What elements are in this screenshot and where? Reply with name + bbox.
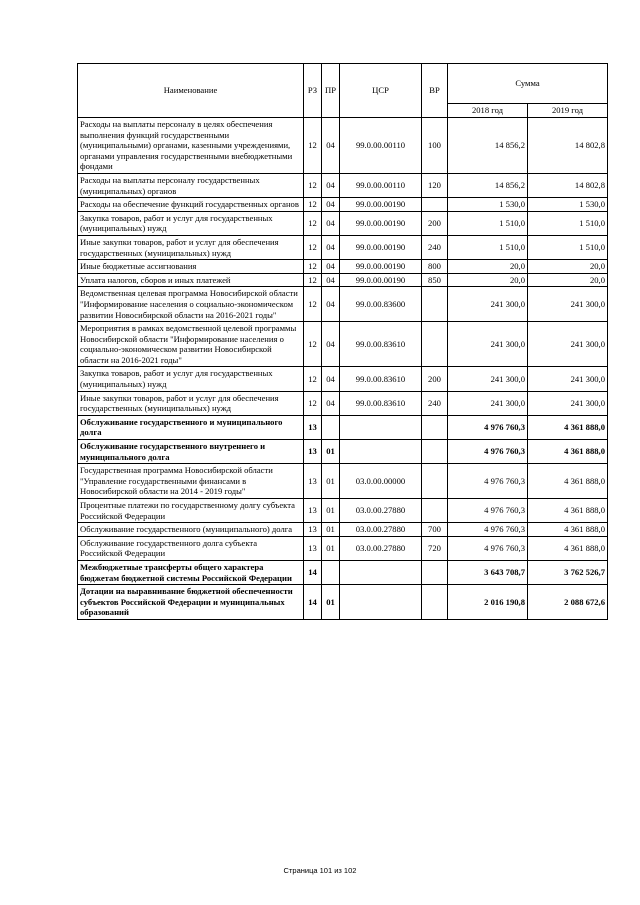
header-sum: Сумма — [448, 64, 608, 104]
cell-csr: 99.0.00.00190 — [340, 260, 422, 274]
cell-name: Расходы на обеспечение функций государственных органов — [78, 198, 304, 212]
cell-name: Обслуживание государственного внутреннего и муниципального долга — [78, 440, 304, 464]
cell-name: Государственная программа Новосибирской области "Управление государственными финансами в Новосибирской области на 2014 - 2019 годы" — [78, 464, 304, 499]
cell-vr: 240 — [422, 235, 448, 259]
cell-sum-2018: 4 976 760,3 — [448, 464, 528, 499]
cell-csr: 99.0.00.83610 — [340, 391, 422, 415]
cell-vr — [422, 287, 448, 322]
cell-sum-2019: 241 300,0 — [528, 322, 608, 367]
cell-vr: 720 — [422, 536, 448, 560]
header-vr: ВР — [422, 64, 448, 118]
cell-pr: 01 — [322, 440, 340, 464]
cell-csr: 99.0.00.00110 — [340, 118, 422, 174]
cell-rz: 14 — [304, 585, 322, 620]
cell-vr: 850 — [422, 273, 448, 287]
cell-csr: 03.0.00.27880 — [340, 499, 422, 523]
cell-sum-2018: 1 510,0 — [448, 235, 528, 259]
cell-vr: 200 — [422, 367, 448, 391]
cell-sum-2019: 4 361 888,0 — [528, 415, 608, 439]
cell-vr — [422, 464, 448, 499]
cell-name: Закупка товаров, работ и услуг для государственных (муниципальных) нужд — [78, 367, 304, 391]
cell-pr: 04 — [322, 198, 340, 212]
cell-pr: 01 — [322, 585, 340, 620]
cell-sum-2018: 4 976 760,3 — [448, 536, 528, 560]
cell-csr: 99.0.00.00190 — [340, 235, 422, 259]
cell-sum-2018: 4 976 760,3 — [448, 415, 528, 439]
cell-sum-2019: 241 300,0 — [528, 367, 608, 391]
cell-sum-2019: 1 530,0 — [528, 198, 608, 212]
table-row — [78, 367, 608, 391]
cell-rz: 12 — [304, 391, 322, 415]
cell-name: Расходы на выплаты персоналу в целях обеспечения выполнения функций государственными (муниципальными) органами, казенными учреждениями, органами управления государственными внебюджетными фондами — [78, 118, 304, 174]
cell-sum-2018: 1 530,0 — [448, 198, 528, 212]
table-row — [78, 415, 608, 439]
header-pr: ПР — [322, 64, 340, 118]
cell-rz: 12 — [304, 118, 322, 174]
cell-name: Уплата налогов, сборов и иных платежей — [78, 273, 304, 287]
cell-vr — [422, 198, 448, 212]
cell-sum-2018: 4 976 760,3 — [448, 523, 528, 537]
cell-sum-2018: 2 016 190,8 — [448, 585, 528, 620]
header-rz: РЗ — [304, 64, 322, 118]
cell-csr — [340, 415, 422, 439]
cell-sum-2018: 20,0 — [448, 260, 528, 274]
cell-sum-2019: 241 300,0 — [528, 287, 608, 322]
cell-csr: 03.0.00.00000 — [340, 464, 422, 499]
cell-pr: 01 — [322, 523, 340, 537]
cell-rz: 13 — [304, 523, 322, 537]
cell-sum-2018: 14 856,2 — [448, 118, 528, 174]
cell-name: Иные закупки товаров, работ и услуг для обеспечения государственных (муниципальных) нужд — [78, 235, 304, 259]
cell-vr: 240 — [422, 391, 448, 415]
cell-sum-2019: 241 300,0 — [528, 391, 608, 415]
cell-rz: 12 — [304, 173, 322, 197]
cell-pr: 04 — [322, 235, 340, 259]
header-csr: ЦСР — [340, 64, 422, 118]
cell-rz: 12 — [304, 322, 322, 367]
header-year-2018: 2018 год — [448, 104, 528, 118]
table-row — [78, 391, 608, 415]
cell-rz: 13 — [304, 440, 322, 464]
cell-vr: 700 — [422, 523, 448, 537]
table-row — [78, 198, 608, 212]
cell-vr — [422, 499, 448, 523]
cell-sum-2019: 2 088 672,6 — [528, 585, 608, 620]
cell-vr — [422, 585, 448, 620]
cell-pr: 04 — [322, 367, 340, 391]
cell-rz: 13 — [304, 499, 322, 523]
cell-sum-2019: 20,0 — [528, 273, 608, 287]
cell-csr — [340, 440, 422, 464]
table-row — [78, 585, 608, 620]
cell-name: Иные закупки товаров, работ и услуг для обеспечения государственных (муниципальных) нужд — [78, 391, 304, 415]
table-row — [78, 273, 608, 287]
cell-rz: 12 — [304, 287, 322, 322]
cell-name: Обслуживание государственного и муниципального долга — [78, 415, 304, 439]
cell-sum-2019: 1 510,0 — [528, 211, 608, 235]
cell-pr: 01 — [322, 464, 340, 499]
cell-sum-2018: 4 976 760,3 — [448, 499, 528, 523]
table-row — [78, 211, 608, 235]
cell-sum-2018: 241 300,0 — [448, 367, 528, 391]
table-row — [78, 523, 608, 537]
cell-csr: 99.0.00.00190 — [340, 273, 422, 287]
cell-csr: 99.0.00.83600 — [340, 287, 422, 322]
cell-name: Мероприятия в рамках ведомственной целевой программы Новосибирской области "Информирование населения о социально-экономическом развитии Новосибирской области на 2016-2021 годы" — [78, 322, 304, 367]
cell-rz: 12 — [304, 211, 322, 235]
table-row — [78, 536, 608, 560]
cell-sum-2019: 4 361 888,0 — [528, 464, 608, 499]
cell-sum-2019: 4 361 888,0 — [528, 499, 608, 523]
cell-pr: 04 — [322, 273, 340, 287]
cell-name: Ведомственная целевая программа Новосибирской области "Информирование населения о социально-экономическом развитии Новосибирской области на 2016-2021 годы" — [78, 287, 304, 322]
cell-sum-2018: 14 856,2 — [448, 173, 528, 197]
cell-rz: 13 — [304, 415, 322, 439]
cell-name: Закупка товаров, работ и услуг для государственных (муниципальных) нужд — [78, 211, 304, 235]
cell-rz: 12 — [304, 260, 322, 274]
cell-pr: 04 — [322, 322, 340, 367]
cell-name: Процентные платежи по государственному долгу субъекта Российской Федерации — [78, 499, 304, 523]
table-row — [78, 560, 608, 584]
cell-sum-2019: 4 361 888,0 — [528, 536, 608, 560]
cell-pr: 04 — [322, 260, 340, 274]
header-name: Наименование — [78, 64, 304, 118]
cell-sum-2018: 241 300,0 — [448, 391, 528, 415]
cell-vr: 200 — [422, 211, 448, 235]
cell-csr: 99.0.00.83610 — [340, 322, 422, 367]
cell-vr: 120 — [422, 173, 448, 197]
cell-sum-2019: 20,0 — [528, 260, 608, 274]
table-row — [78, 173, 608, 197]
table-row — [78, 287, 608, 322]
cell-sum-2018: 3 643 708,7 — [448, 560, 528, 584]
cell-rz: 13 — [304, 536, 322, 560]
cell-rz: 12 — [304, 273, 322, 287]
cell-name: Расходы на выплаты персоналу государственных (муниципальных) органов — [78, 173, 304, 197]
table-row — [78, 322, 608, 367]
table-row — [78, 118, 608, 174]
cell-name: Обслуживание государственного (муниципального) долга — [78, 523, 304, 537]
table-row — [78, 260, 608, 274]
cell-sum-2018: 20,0 — [448, 273, 528, 287]
table-body — [78, 118, 608, 620]
cell-sum-2019: 3 762 526,7 — [528, 560, 608, 584]
cell-pr: 01 — [322, 499, 340, 523]
cell-pr: 04 — [322, 211, 340, 235]
cell-csr: 99.0.00.83610 — [340, 367, 422, 391]
cell-name: Дотации на выравнивание бюджетной обеспеченности субъектов Российской Федерации и муниципальных образований — [78, 585, 304, 620]
table-row — [78, 464, 608, 499]
budget-table — [77, 63, 608, 620]
cell-pr: 04 — [322, 287, 340, 322]
header-year-2019: 2019 год — [528, 104, 608, 118]
cell-sum-2019: 14 802,8 — [528, 118, 608, 174]
cell-rz: 14 — [304, 560, 322, 584]
cell-sum-2018: 241 300,0 — [448, 287, 528, 322]
cell-vr — [422, 322, 448, 367]
cell-csr: 99.0.00.00190 — [340, 211, 422, 235]
cell-vr — [422, 560, 448, 584]
cell-sum-2019: 1 510,0 — [528, 235, 608, 259]
cell-csr: 03.0.00.27880 — [340, 523, 422, 537]
cell-pr: 04 — [322, 173, 340, 197]
cell-pr: 04 — [322, 118, 340, 174]
cell-sum-2018: 4 976 760,3 — [448, 440, 528, 464]
cell-vr — [422, 440, 448, 464]
table-row — [78, 440, 608, 464]
cell-vr: 100 — [422, 118, 448, 174]
cell-pr: 04 — [322, 391, 340, 415]
cell-rz: 12 — [304, 198, 322, 212]
cell-name: Иные бюджетные ассигнования — [78, 260, 304, 274]
cell-rz: 13 — [304, 464, 322, 499]
table-row — [78, 235, 608, 259]
table-row — [78, 499, 608, 523]
cell-pr: 01 — [322, 536, 340, 560]
page-number: Страница 101 из 102 — [283, 866, 357, 875]
cell-csr: 03.0.00.27880 — [340, 536, 422, 560]
cell-csr: 99.0.00.00110 — [340, 173, 422, 197]
cell-sum-2019: 4 361 888,0 — [528, 440, 608, 464]
cell-pr — [322, 560, 340, 584]
cell-rz: 12 — [304, 367, 322, 391]
cell-name: Обслуживание государственного долга субъекта Российской Федерации — [78, 536, 304, 560]
cell-vr: 800 — [422, 260, 448, 274]
cell-sum-2019: 4 361 888,0 — [528, 523, 608, 537]
cell-vr — [422, 415, 448, 439]
cell-csr — [340, 585, 422, 620]
cell-sum-2018: 1 510,0 — [448, 211, 528, 235]
cell-csr — [340, 560, 422, 584]
cell-csr: 99.0.00.00190 — [340, 198, 422, 212]
cell-sum-2019: 14 802,8 — [528, 173, 608, 197]
cell-sum-2018: 241 300,0 — [448, 322, 528, 367]
cell-pr — [322, 415, 340, 439]
cell-name: Межбюджетные трансферты общего характера бюджетам бюджетной системы Российской Федерации — [78, 560, 304, 584]
cell-rz: 12 — [304, 235, 322, 259]
